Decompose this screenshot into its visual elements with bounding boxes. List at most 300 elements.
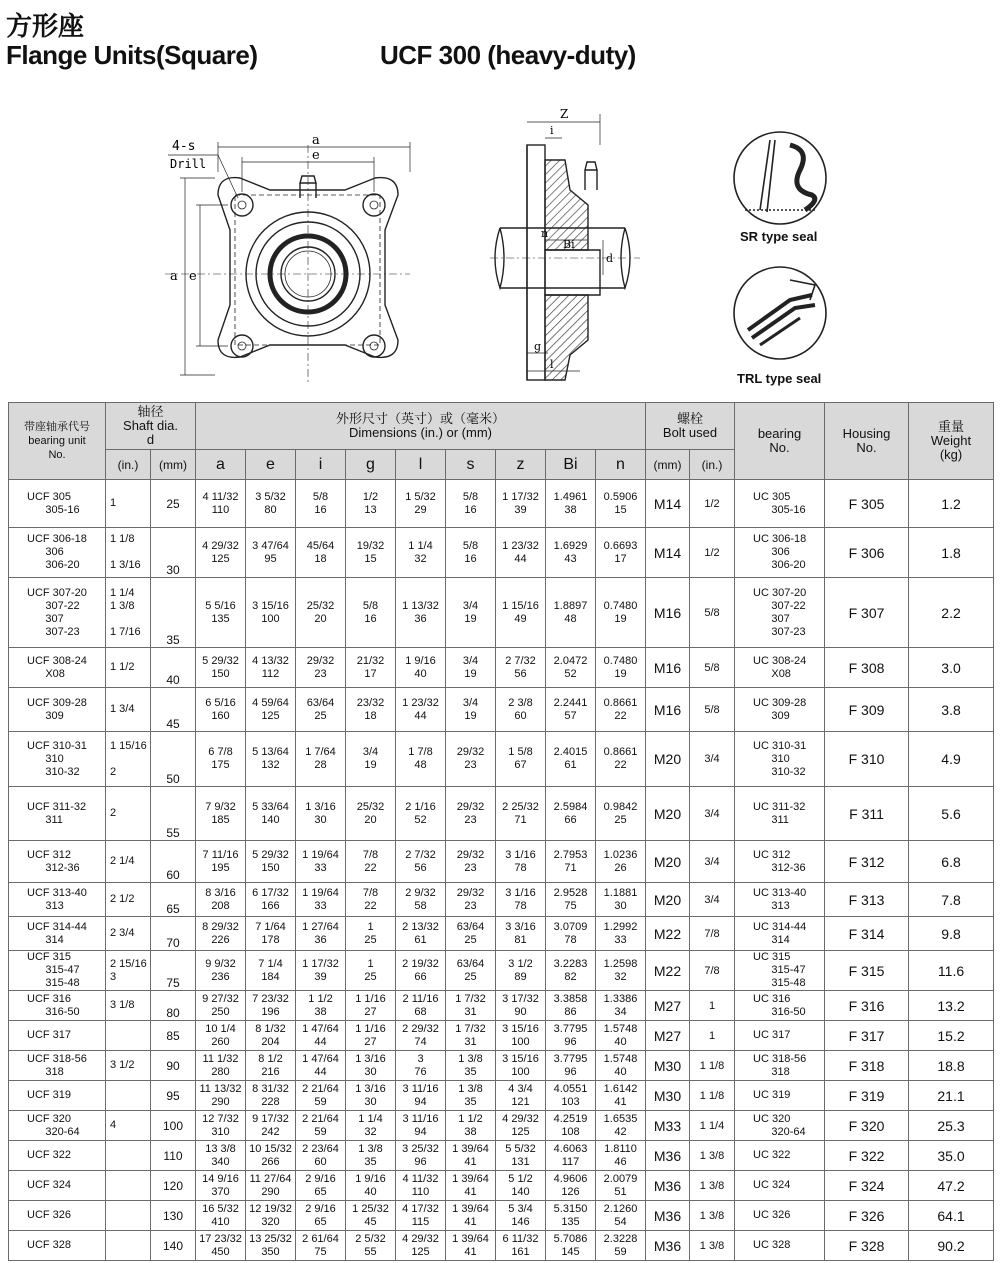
trl-seal-label: TRL type seal xyxy=(737,371,822,386)
cell-shaft-mm: 25 xyxy=(151,480,196,528)
cell-z: 1 23/32 44 xyxy=(496,528,546,578)
cell-l: 3 11/16 94 xyxy=(396,1111,446,1141)
cell-bolt-mm: M20 xyxy=(646,841,690,883)
cell-n: 1.8110 46 xyxy=(596,1141,646,1171)
cell-l: 4 29/32 125 xyxy=(396,1231,446,1261)
cell-housing: F 326 xyxy=(825,1201,909,1231)
header-bolt-in: (in.) xyxy=(690,450,735,480)
cell-s: 1 1/2 38 xyxy=(446,1111,496,1141)
cell-a: 6 7/8 175 xyxy=(196,732,246,787)
cell-bi: 2.4015 61 xyxy=(546,732,596,787)
cell-n: 1.2992 33 xyxy=(596,917,646,951)
cell-bi: 4.6063 117 xyxy=(546,1141,596,1171)
cell-shaft-in: 3 1/8 xyxy=(106,991,151,1021)
cell-bolt-mm: M22 xyxy=(646,917,690,951)
cell-weight: 90.2 xyxy=(909,1231,994,1261)
cell-bolt-in: 1 xyxy=(690,1021,735,1051)
cell-bearing: UC 326 xyxy=(735,1201,825,1231)
page-title: Flange Units(Square) xyxy=(6,40,258,70)
cell-i: 1 19/64 33 xyxy=(296,883,346,917)
table-row xyxy=(9,1051,994,1081)
cell-bi: 2.0472 52 xyxy=(546,648,596,688)
table-row xyxy=(9,917,994,951)
cell-unit: UCF 322 xyxy=(9,1141,106,1171)
cell-s: 5/8 16 xyxy=(446,480,496,528)
cell-bi: 3.7795 96 xyxy=(546,1021,596,1051)
cell-e: 12 19/32 320 xyxy=(246,1201,296,1231)
cell-bi: 4.2519 108 xyxy=(546,1111,596,1141)
cell-shaft-in: 1 15/16 2 xyxy=(106,732,151,787)
cell-unit: UCF 319 xyxy=(9,1081,106,1111)
cell-bearing: UC 317 xyxy=(735,1021,825,1051)
cell-n: 1.5748 40 xyxy=(596,1051,646,1081)
sr-seal-detail xyxy=(734,132,826,224)
cell-e: 5 29/32 150 xyxy=(246,841,296,883)
cell-weight: 3.0 xyxy=(909,648,994,688)
cell-housing: F 310 xyxy=(825,732,909,787)
cell-weight: 21.1 xyxy=(909,1081,994,1111)
cell-bearing: UC 312 312-36 xyxy=(735,841,825,883)
cell-l: 2 1/16 52 xyxy=(396,787,446,841)
cell-z: 3 3/16 81 xyxy=(496,917,546,951)
cell-e: 4 13/32 112 xyxy=(246,648,296,688)
cell-z: 1 5/8 67 xyxy=(496,732,546,787)
table-row xyxy=(9,1201,994,1231)
technical-drawings xyxy=(0,100,1000,400)
cell-shaft-mm: 70 xyxy=(151,917,196,951)
cell-shaft-mm: 85 xyxy=(151,1021,196,1051)
cell-z: 1 15/16 49 xyxy=(496,578,546,648)
cell-bi: 3.3858 86 xyxy=(546,991,596,1021)
cell-bolt-in: 7/8 xyxy=(690,951,735,991)
cell-shaft-mm: 55 xyxy=(151,787,196,841)
cell-bolt-in: 1 3/8 xyxy=(690,1141,735,1171)
table-row xyxy=(9,1231,994,1261)
cell-a: 5 29/32 150 xyxy=(196,648,246,688)
cell-e: 3 5/32 80 xyxy=(246,480,296,528)
cell-bearing: UC 313-40 313 xyxy=(735,883,825,917)
cell-weight: 2.2 xyxy=(909,578,994,648)
cell-g: 1 9/16 40 xyxy=(346,1171,396,1201)
cell-s: 1 3/8 35 xyxy=(446,1051,496,1081)
cell-shaft-in: 1 xyxy=(106,480,151,528)
cell-a: 10 1/4 260 xyxy=(196,1021,246,1051)
header-dim-z: z xyxy=(496,450,546,480)
cell-z: 5 1/2 140 xyxy=(496,1171,546,1201)
cell-bearing: UC 305 305-16 xyxy=(735,480,825,528)
cell-unit: UCF 324 xyxy=(9,1171,106,1201)
table-row xyxy=(9,841,994,883)
header-unit-no: 带座轴承代号 bearing unit No. xyxy=(9,403,106,480)
cell-housing: F 311 xyxy=(825,787,909,841)
cell-a: 11 13/32 290 xyxy=(196,1081,246,1111)
cell-z: 3 17/32 90 xyxy=(496,991,546,1021)
cell-shaft-mm: 45 xyxy=(151,688,196,732)
cell-bolt-in: 1 xyxy=(690,991,735,1021)
cell-unit: UCF 328 xyxy=(9,1231,106,1261)
cell-s: 1 39/64 41 xyxy=(446,1141,496,1171)
cell-s: 63/64 25 xyxy=(446,917,496,951)
cell-z: 2 7/32 56 xyxy=(496,648,546,688)
cell-i: 2 9/16 65 xyxy=(296,1201,346,1231)
cell-g: 1 25 xyxy=(346,917,396,951)
cell-l: 3 11/16 94 xyxy=(396,1081,446,1111)
cell-housing: F 314 xyxy=(825,917,909,951)
cell-l: 3 25/32 96 xyxy=(396,1141,446,1171)
cell-n: 1.1881 30 xyxy=(596,883,646,917)
cell-n: 1.6535 42 xyxy=(596,1111,646,1141)
header-dim-i: i xyxy=(296,450,346,480)
cell-g: 5/8 16 xyxy=(346,578,396,648)
cell-housing: F 324 xyxy=(825,1171,909,1201)
cell-i: 5/8 16 xyxy=(296,480,346,528)
table-row xyxy=(9,732,994,787)
cell-z: 4 3/4 121 xyxy=(496,1081,546,1111)
header-dim-e: e xyxy=(246,450,296,480)
cell-shaft-mm: 80 xyxy=(151,991,196,1021)
cell-bolt-mm: M16 xyxy=(646,578,690,648)
cell-e: 8 1/2 216 xyxy=(246,1051,296,1081)
cell-bolt-mm: M16 xyxy=(646,648,690,688)
cell-s: 1 7/32 31 xyxy=(446,1021,496,1051)
cell-bolt-mm: M30 xyxy=(646,1051,690,1081)
cell-i: 2 21/64 59 xyxy=(296,1111,346,1141)
cell-weight: 9.8 xyxy=(909,917,994,951)
cell-bolt-in: 1/2 xyxy=(690,480,735,528)
header-shaft-dia: 轴径 Shaft dia. d xyxy=(106,403,196,450)
cell-bearing: UC 306-18 306 306-20 xyxy=(735,528,825,578)
cell-bearing: UC 307-20 307-22 307 307-23 xyxy=(735,578,825,648)
specification-table-body xyxy=(9,480,994,1261)
cell-a: 14 9/16 370 xyxy=(196,1171,246,1201)
header-shaft-in: (in.) xyxy=(106,450,151,480)
cell-bi: 2.9528 75 xyxy=(546,883,596,917)
trl-seal-detail xyxy=(734,267,826,359)
cell-s: 1 39/64 41 xyxy=(446,1231,496,1261)
cell-bolt-in: 3/4 xyxy=(690,787,735,841)
cell-unit: UCF 320 320-64 xyxy=(9,1111,106,1141)
cell-shaft-in xyxy=(106,1081,151,1111)
table-row xyxy=(9,688,994,732)
table-row xyxy=(9,883,994,917)
cell-a: 4 11/32 110 xyxy=(196,480,246,528)
cell-g: 1 1/16 27 xyxy=(346,1021,396,1051)
cell-l: 4 17/32 115 xyxy=(396,1201,446,1231)
cell-housing: F 320 xyxy=(825,1111,909,1141)
dimension-e-label: e xyxy=(312,148,320,163)
cell-unit: UCF 311-32 311 xyxy=(9,787,106,841)
cell-shaft-in: 1 1/2 xyxy=(106,648,151,688)
cell-bearing: UC 315 315-47 315-48 xyxy=(735,951,825,991)
cell-s: 3/4 19 xyxy=(446,688,496,732)
cell-bolt-mm: M36 xyxy=(646,1171,690,1201)
cell-g: 1 1/4 32 xyxy=(346,1111,396,1141)
cell-l: 2 7/32 56 xyxy=(396,841,446,883)
table-row xyxy=(9,991,994,1021)
cell-l: 2 9/32 58 xyxy=(396,883,446,917)
cell-e: 7 23/32 196 xyxy=(246,991,296,1021)
cell-a: 8 29/32 226 xyxy=(196,917,246,951)
cell-shaft-in: 4 xyxy=(106,1111,151,1141)
cell-i: 1 47/64 44 xyxy=(296,1051,346,1081)
cell-a: 16 5/32 410 xyxy=(196,1201,246,1231)
cell-i: 1 1/2 38 xyxy=(296,991,346,1021)
header-shaft-mm: (mm) xyxy=(151,450,196,480)
table-row xyxy=(9,1111,994,1141)
cell-l: 2 19/32 66 xyxy=(396,951,446,991)
cell-bolt-mm: M36 xyxy=(646,1231,690,1261)
cell-s: 29/32 23 xyxy=(446,883,496,917)
cell-bi: 2.7953 71 xyxy=(546,841,596,883)
cell-shaft-in: 3 1/2 xyxy=(106,1051,151,1081)
cell-bolt-in: 5/8 xyxy=(690,578,735,648)
cell-n: 0.7480 19 xyxy=(596,648,646,688)
cell-unit: UCF 308-24 X08 xyxy=(9,648,106,688)
cell-shaft-mm: 100 xyxy=(151,1111,196,1141)
front-view-drawing xyxy=(165,142,410,385)
cell-bearing: UC 328 xyxy=(735,1231,825,1261)
dimension-a-side-label: a xyxy=(170,269,178,284)
header-dimensions: 外形尺寸（英寸）或（毫米） Dimensions (in.) or (mm) xyxy=(196,403,646,450)
cell-e: 13 25/32 350 xyxy=(246,1231,296,1261)
cell-housing: F 308 xyxy=(825,648,909,688)
cell-weight: 5.6 xyxy=(909,787,994,841)
cell-e: 4 59/64 125 xyxy=(246,688,296,732)
cell-housing: F 313 xyxy=(825,883,909,917)
cell-bolt-mm: M14 xyxy=(646,480,690,528)
cell-n: 0.8661 22 xyxy=(596,732,646,787)
dimension-n-label: n xyxy=(541,227,549,240)
cell-bolt-mm: M16 xyxy=(646,688,690,732)
cell-s: 1 39/64 41 xyxy=(446,1201,496,1231)
cell-i: 2 23/64 60 xyxy=(296,1141,346,1171)
cell-i: 1 27/64 36 xyxy=(296,917,346,951)
cell-unit: UCF 313-40 313 xyxy=(9,883,106,917)
cell-unit: UCF 316 316-50 xyxy=(9,991,106,1021)
cell-a: 5 5/16 135 xyxy=(196,578,246,648)
cell-s: 1 7/32 31 xyxy=(446,991,496,1021)
cell-g: 25/32 20 xyxy=(346,787,396,841)
cell-shaft-in xyxy=(106,1141,151,1171)
cell-bi: 5.7086 145 xyxy=(546,1231,596,1261)
cell-housing: F 306 xyxy=(825,528,909,578)
cell-i: 1 17/32 39 xyxy=(296,951,346,991)
cell-e: 8 1/32 204 xyxy=(246,1021,296,1051)
cell-shaft-in: 1 1/4 1 3/8 1 7/16 xyxy=(106,578,151,648)
cell-g: 3/4 19 xyxy=(346,732,396,787)
table-row xyxy=(9,787,994,841)
cell-bearing: UC 322 xyxy=(735,1141,825,1171)
cell-shaft-in: 1 3/4 xyxy=(106,688,151,732)
cell-g: 1 25 xyxy=(346,951,396,991)
cell-shaft-in: 1 1/8 1 3/16 xyxy=(106,528,151,578)
dimension-i-label: i xyxy=(550,124,554,137)
cell-g: 1 25/32 45 xyxy=(346,1201,396,1231)
cell-shaft-in: 2 15/16 3 xyxy=(106,951,151,991)
cell-bearing: UC 324 xyxy=(735,1171,825,1201)
cell-bolt-mm: M20 xyxy=(646,732,690,787)
cell-g: 1 1/16 27 xyxy=(346,991,396,1021)
cell-unit: UCF 315 315-47 315-48 xyxy=(9,951,106,991)
table-row xyxy=(9,951,994,991)
cell-z: 2 3/8 60 xyxy=(496,688,546,732)
cell-s: 1 3/8 35 xyxy=(446,1081,496,1111)
cell-unit: UCF 306-18 306 306-20 xyxy=(9,528,106,578)
cell-a: 7 9/32 185 xyxy=(196,787,246,841)
table-row xyxy=(9,480,994,528)
cell-bearing: UC 308-24 X08 xyxy=(735,648,825,688)
cell-unit: UCF 326 xyxy=(9,1201,106,1231)
cell-e: 7 1/64 178 xyxy=(246,917,296,951)
cell-a: 11 1/32 280 xyxy=(196,1051,246,1081)
cell-bolt-in: 3/4 xyxy=(690,732,735,787)
cell-n: 2.1260 54 xyxy=(596,1201,646,1231)
dimension-l-label: l xyxy=(550,358,554,371)
cell-n: 0.7480 19 xyxy=(596,578,646,648)
dimension-e-side-label: e xyxy=(189,269,197,284)
cell-housing: F 315 xyxy=(825,951,909,991)
cell-a: 8 3/16 208 xyxy=(196,883,246,917)
cell-s: 5/8 16 xyxy=(446,528,496,578)
cell-weight: 3.8 xyxy=(909,688,994,732)
cell-shaft-in xyxy=(106,1231,151,1261)
cell-unit: UCF 305 305-16 xyxy=(9,480,106,528)
header-bolt-used: 螺栓 Bolt used xyxy=(646,403,735,450)
cell-bearing: UC 318-56 318 xyxy=(735,1051,825,1081)
cell-shaft-mm: 90 xyxy=(151,1051,196,1081)
cell-g: 1 3/16 30 xyxy=(346,1051,396,1081)
cell-g: 1 3/16 30 xyxy=(346,1081,396,1111)
cell-n: 1.3386 34 xyxy=(596,991,646,1021)
cell-weight: 1.8 xyxy=(909,528,994,578)
cell-s: 3/4 19 xyxy=(446,578,496,648)
table-row xyxy=(9,648,994,688)
cell-n: 2.3228 59 xyxy=(596,1231,646,1261)
cell-shaft-mm: 110 xyxy=(151,1141,196,1171)
cell-n: 0.5906 15 xyxy=(596,480,646,528)
cell-bi: 2.5984 66 xyxy=(546,787,596,841)
dimension-z-label: Z xyxy=(560,107,569,121)
cell-weight: 13.2 xyxy=(909,991,994,1021)
cell-weight: 47.2 xyxy=(909,1171,994,1201)
cell-s: 1 39/64 41 xyxy=(446,1171,496,1201)
cell-bolt-mm: M14 xyxy=(646,528,690,578)
cell-l: 2 13/32 61 xyxy=(396,917,446,951)
cell-l: 2 11/16 68 xyxy=(396,991,446,1021)
cell-bolt-mm: M27 xyxy=(646,1021,690,1051)
cell-bolt-in: 1 1/4 xyxy=(690,1111,735,1141)
cell-housing: F 312 xyxy=(825,841,909,883)
cell-a: 4 29/32 125 xyxy=(196,528,246,578)
cell-shaft-mm: 60 xyxy=(151,841,196,883)
table-row xyxy=(9,1141,994,1171)
cell-bolt-in: 1 3/8 xyxy=(690,1201,735,1231)
cell-i: 2 21/64 59 xyxy=(296,1081,346,1111)
cell-bolt-in: 7/8 xyxy=(690,917,735,951)
cell-housing: F 318 xyxy=(825,1051,909,1081)
cell-bearing: UC 319 xyxy=(735,1081,825,1111)
cell-g: 7/8 22 xyxy=(346,841,396,883)
cell-i: 1 47/64 44 xyxy=(296,1021,346,1051)
cell-e: 9 17/32 242 xyxy=(246,1111,296,1141)
cell-weight: 7.8 xyxy=(909,883,994,917)
cell-shaft-mm: 40 xyxy=(151,648,196,688)
cell-bolt-in: 5/8 xyxy=(690,688,735,732)
cell-z: 4 29/32 125 xyxy=(496,1111,546,1141)
cell-a: 6 5/16 160 xyxy=(196,688,246,732)
cell-g: 19/32 15 xyxy=(346,528,396,578)
dimension-g-label: g xyxy=(534,340,542,353)
header-dim-l: l xyxy=(396,450,446,480)
cell-bearing: UC 310-31 310 310-32 xyxy=(735,732,825,787)
cell-a: 13 3/8 340 xyxy=(196,1141,246,1171)
cell-e: 3 15/16 100 xyxy=(246,578,296,648)
cell-shaft-mm: 120 xyxy=(151,1171,196,1201)
header-dim-g: g xyxy=(346,450,396,480)
cell-i: 63/64 25 xyxy=(296,688,346,732)
cell-a: 12 7/32 310 xyxy=(196,1111,246,1141)
cell-g: 23/32 18 xyxy=(346,688,396,732)
cell-shaft-mm: 65 xyxy=(151,883,196,917)
dimension-d-label: d xyxy=(606,252,614,265)
cell-g: 7/8 22 xyxy=(346,883,396,917)
cell-shaft-mm: 30 xyxy=(151,528,196,578)
cell-bi: 3.2283 82 xyxy=(546,951,596,991)
cell-bolt-in: 1/2 xyxy=(690,528,735,578)
cell-i: 1 19/64 33 xyxy=(296,841,346,883)
sr-seal-label: SR type seal xyxy=(740,229,818,244)
cell-weight: 15.2 xyxy=(909,1021,994,1051)
cell-shaft-in xyxy=(106,1201,151,1231)
cell-i: 1 7/64 28 xyxy=(296,732,346,787)
cell-shaft-in: 2 xyxy=(106,787,151,841)
header-dim-n: n xyxy=(596,450,646,480)
cell-z: 3 1/2 89 xyxy=(496,951,546,991)
cell-bolt-in: 3/4 xyxy=(690,883,735,917)
header-bolt-mm: (mm) xyxy=(646,450,690,480)
cell-n: 1.0236 26 xyxy=(596,841,646,883)
cell-shaft-mm: 75 xyxy=(151,951,196,991)
cell-shaft-mm: 95 xyxy=(151,1081,196,1111)
cell-i: 25/32 20 xyxy=(296,578,346,648)
cell-z: 2 25/32 71 xyxy=(496,787,546,841)
cell-a: 7 11/16 195 xyxy=(196,841,246,883)
cell-bearing: UC 314-44 314 xyxy=(735,917,825,951)
table-row xyxy=(9,1171,994,1201)
cell-n: 0.6693 17 xyxy=(596,528,646,578)
cell-housing: F 316 xyxy=(825,991,909,1021)
cell-bi: 3.7795 96 xyxy=(546,1051,596,1081)
cell-l: 4 11/32 110 xyxy=(396,1171,446,1201)
cell-e: 5 13/64 132 xyxy=(246,732,296,787)
cell-bearing: UC 309-28 309 xyxy=(735,688,825,732)
cell-unit: UCF 318-56 318 xyxy=(9,1051,106,1081)
cell-housing: F 317 xyxy=(825,1021,909,1051)
cell-bi: 1.4961 38 xyxy=(546,480,596,528)
cell-unit: UCF 309-28 309 xyxy=(9,688,106,732)
cell-z: 6 11/32 161 xyxy=(496,1231,546,1261)
header-bearing-no: bearing No. xyxy=(735,403,825,480)
model-series-title: UCF 300 (heavy-duty) xyxy=(380,40,636,70)
cell-z: 1 17/32 39 xyxy=(496,480,546,528)
cell-a: 9 27/32 250 xyxy=(196,991,246,1021)
cell-g: 1 3/8 35 xyxy=(346,1141,396,1171)
cell-unit: UCF 310-31 310 310-32 xyxy=(9,732,106,787)
drill-label: Drill xyxy=(170,157,207,171)
cell-bolt-mm: M22 xyxy=(646,951,690,991)
cell-l: 1 13/32 36 xyxy=(396,578,446,648)
cell-housing: F 307 xyxy=(825,578,909,648)
